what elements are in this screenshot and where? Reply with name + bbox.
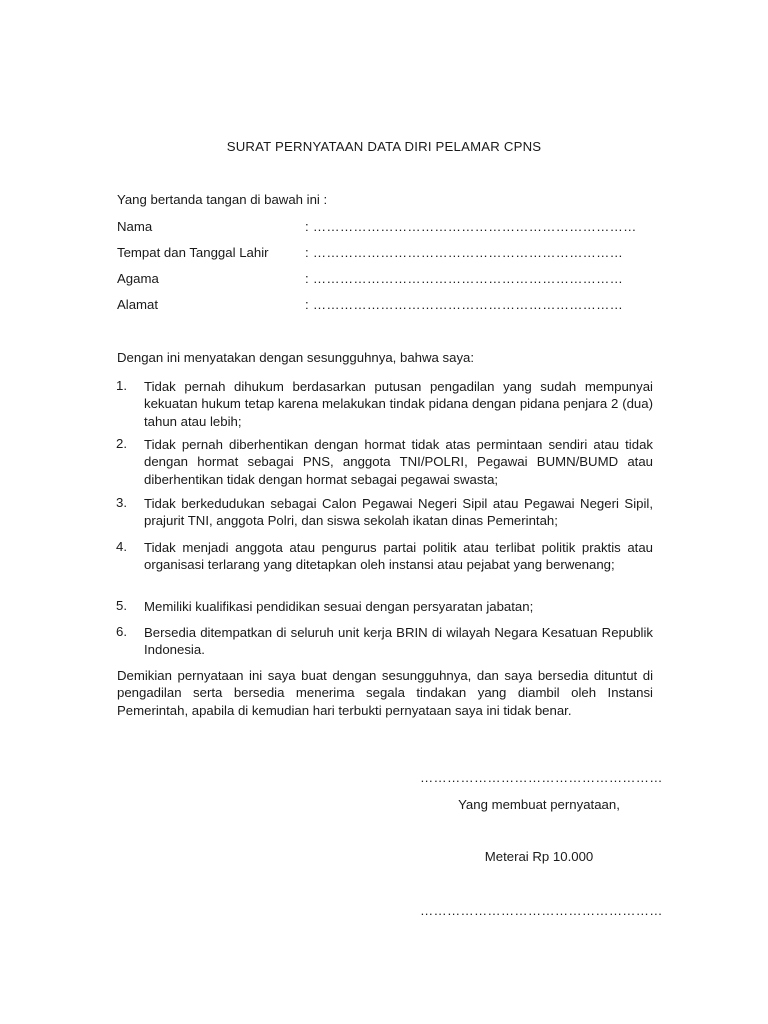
list-item-number: 5. [116,598,127,613]
field-value-nama: : ……………………………………………………………… [305,219,637,234]
list-item-number: 2. [116,436,127,451]
list-item-number: 1. [116,378,127,393]
document-title: SURAT PERNYATAAN DATA DIRI PELAMAR CPNS [226,139,542,154]
field-label-alamat: Alamat [117,297,159,312]
closing-paragraph: Demikian pernyataan ini saya buat dengan sesungguhnya, dan saya bersedia dituntut di pengadilan serta bersedia menerima segala tindakan yang diambil oleh Instansi Pemerintah, apabila di kemudian hari terbukti pernyataan saya ini tidak benar. [117,668,653,718]
place-date-line: ……………………………………………… [420,770,663,785]
field-label-agama: Agama [117,271,159,286]
signer-label: Yang membuat pernyataan, [458,797,620,812]
field-value-agama: : …………………………………………………………… [305,271,624,286]
list-item-number: 3. [116,495,127,510]
list-item-number: 6. [116,624,127,639]
field-value-tempat-tanggal-lahir: : …………………………………………………………… [305,245,624,260]
list-item: Tidak pernah dihukum berdasarkan putusan pengadilan yang sudah mempunyai kekuatan hukum tetap karena melakukan tindak pidana dengan pidana penjara 2 (dua) tahun atau lebih; [144,379,653,429]
field-value-alamat: : …………………………………………………………… [305,297,624,312]
list-item: Tidak menjadi anggota atau pengurus partai politik atau terlibat politik praktis atau organisasi terlarang yang ditetapkan oleh instansi atau pejabat yang berwenang; [144,540,653,573]
stamp-label: Meterai Rp 10.000 [484,849,594,864]
statement-lead: Dengan ini menyatakan dengan sesungguhnya, bahwa saya: [117,350,475,365]
list-item-number: 4. [116,539,127,554]
list-item: Memiliki kualifikasi pendidikan sesuai dengan persyaratan jabatan; [144,599,534,614]
field-label-nama: Nama [117,219,153,234]
list-item: Tidak berkedudukan sebagai Calon Pegawai Negeri Sipil atau Pegawai Negeri Sipil, prajurit TNI, anggota Polri, dan siswa sekolah ikatan dinas Pemerintah; [144,496,653,529]
signer-name-line: ……………………………………………… [420,903,663,918]
list-item: Bersedia ditempatkan di seluruh unit kerja BRIN di wilayah Negara Kesatuan Republik Indonesia. [144,625,653,658]
intro-text: Yang bertanda tangan di bawah ini : [117,192,328,207]
field-label-tempat-tanggal-lahir: Tempat dan Tanggal Lahir [117,245,269,260]
list-item: Tidak pernah diberhentikan dengan hormat tidak atas permintaan sendiri atau tidak dengan hormat sebagai PNS, anggota TNI/POLRI, Pegawai BUMN/BUMD atau diberhentikan tidak dengan hormat sebagai pegawai swasta; [144,437,653,487]
